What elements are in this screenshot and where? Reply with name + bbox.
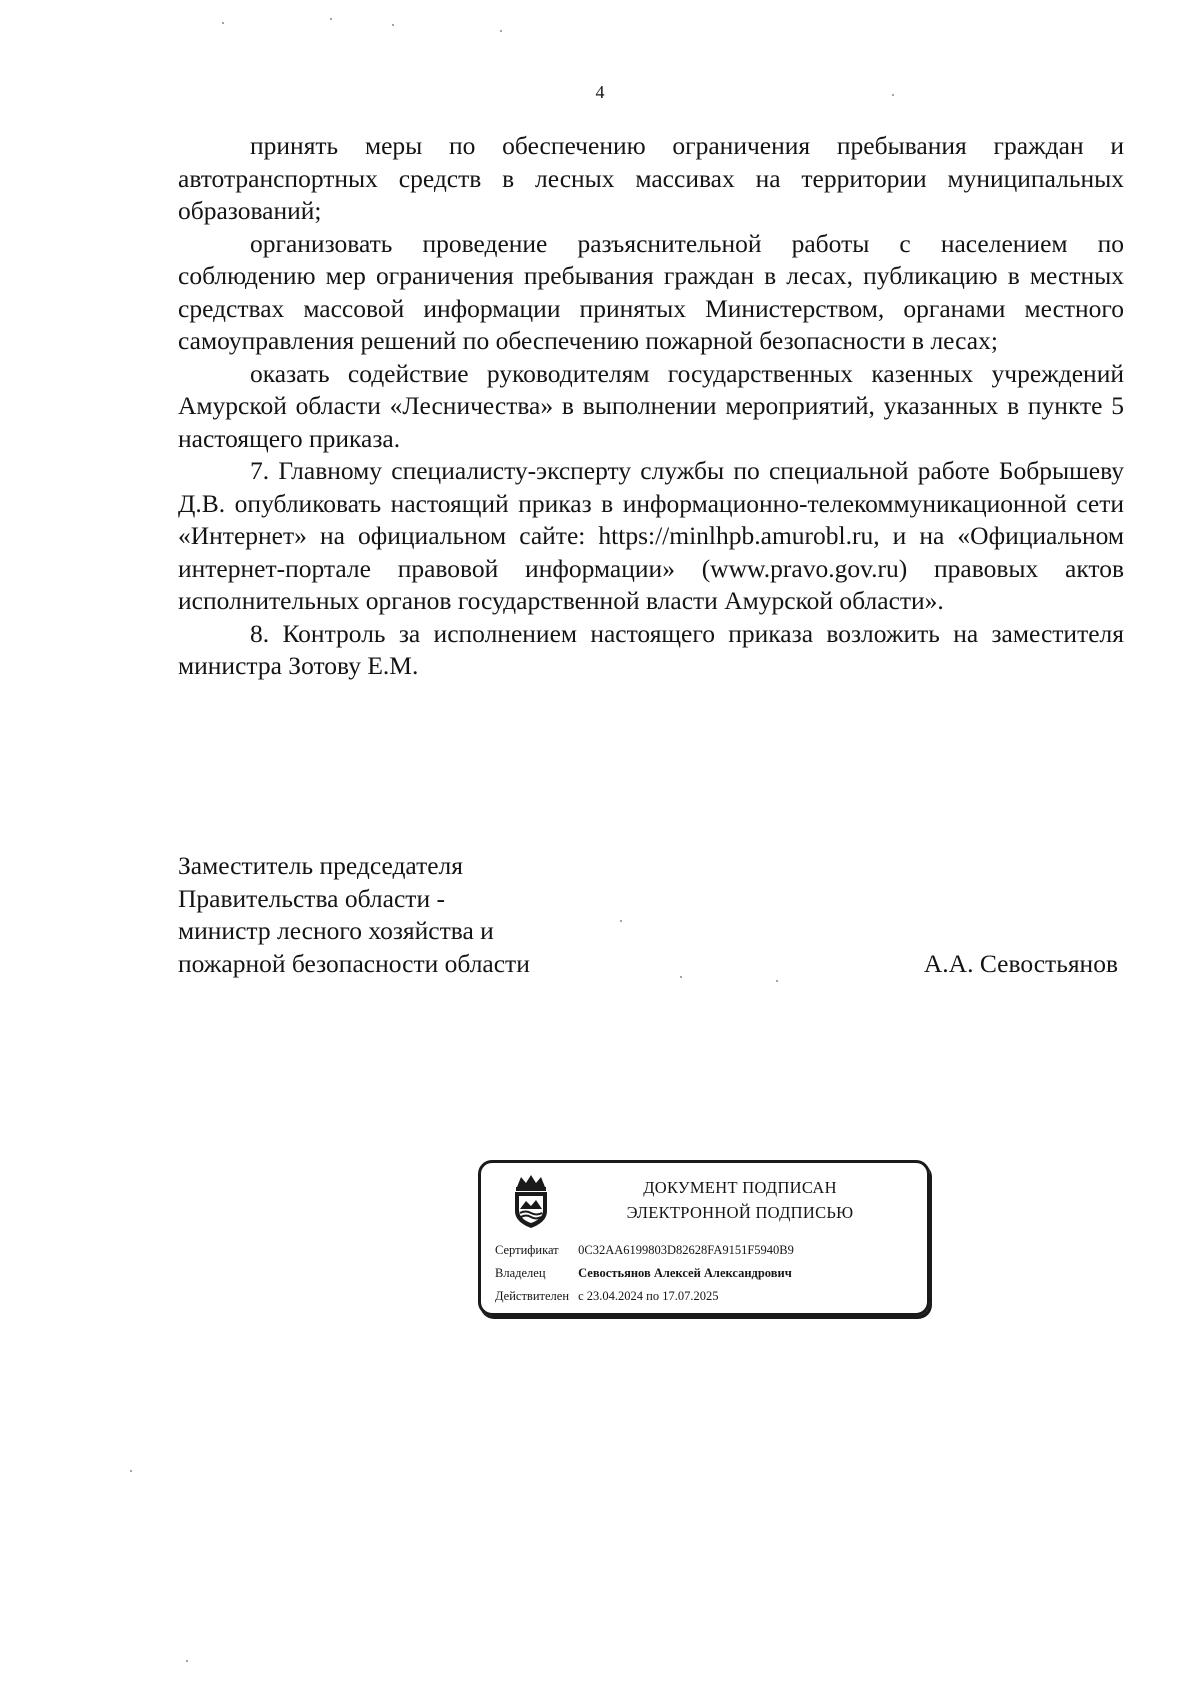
signer-position-line: Правительства области - — [178, 883, 445, 913]
stamp-owner-label: Владелец — [495, 1266, 546, 1280]
page-number: 4 — [595, 82, 605, 102]
signer-position-line: Заместитель председателя — [178, 851, 463, 880]
scan-speck — [222, 22, 224, 24]
scan-speck — [392, 24, 394, 26]
stamp-owner-value: Севостьянов Алексей Александрович — [578, 1266, 792, 1280]
stamp-heading-line: ЭЛЕКТРОННОЙ ПОДПИСЬЮ — [626, 1203, 854, 1222]
electronic-signature-stamp — [478, 1160, 930, 1316]
scan-speck — [330, 18, 332, 20]
stamp-heading — [565, 1175, 915, 1225]
scan-speck — [500, 30, 502, 32]
stamp-owner-row — [495, 1262, 915, 1285]
stamp-heading-line: ДОКУМЕНТ ПОДПИСАН — [643, 1178, 837, 1197]
scan-speck — [186, 1660, 188, 1662]
scan-speck — [776, 980, 778, 982]
signer-name: А.А. Севостьянов — [923, 948, 1118, 978]
paragraph-restrict-access: принять меры по обеспечению ограничения пребывания граждан и автотранспортных средств в лесных массивах на территории муниципальных образований; — [178, 131, 1124, 225]
paragraph-item-8-control: 8. Контроль за исполнением настоящего приказа возложить на заместителя министра Зотову Е.М. — [178, 618, 1124, 680]
paragraph-assist-forestries: оказать содействие руководителям государственных казенных учреждений Амурской области «Лесничества» в выполнении мероприятий, указанных в пункте 5 настоящего приказа. — [178, 358, 1124, 453]
stamp-details — [495, 1239, 915, 1308]
scan-speck — [130, 1470, 132, 1472]
scan-speck — [680, 976, 682, 978]
signer-position-line: пожарной безопасности области — [178, 948, 530, 978]
stamp-certificate-value: 0C32AA6199803D82628FA9151F5940B9 — [578, 1243, 794, 1257]
paragraph-outreach: организовать проведение разъяснительной работы с населением по соблюдению мер ограничения пребывания граждан в лесах, публикацию в местных средствах массовой информации принятых Министерством, органами местного самоуправления решений по обеспечению пожарной безопасности в лесах; — [178, 228, 1124, 355]
stamp-certificate-row — [495, 1239, 915, 1262]
document-body — [178, 130, 1124, 683]
stamp-validity-value: с 23.04.2024 по 17.07.2025 — [578, 1289, 719, 1303]
amur-region-coat-of-arms-icon — [509, 1173, 553, 1229]
stamp-validity-row — [495, 1285, 915, 1308]
signature-block — [178, 850, 1128, 980]
scan-speck — [892, 94, 894, 96]
scan-speck — [620, 920, 622, 922]
paragraph-item-7-publication: 7. Главному специалисту-эксперту службы по специальной работе Бобрышеву Д.В. опубликовать настоящий приказ в информационно-телекоммуникационной сети «Интернет» на официальном сайте: https://minlhpb.amurobl.ru, и на «Официальном интернет-портале правовой информации» (www.pravo.gov.ru) правовых актов исполнительных органов государственной власти Амурской области». — [178, 456, 1124, 615]
stamp-certificate-label: Сертификат — [495, 1243, 559, 1257]
stamp-validity-label: Действителен — [495, 1289, 570, 1303]
signer-position-line: министр лесного хозяйства и — [178, 916, 494, 945]
